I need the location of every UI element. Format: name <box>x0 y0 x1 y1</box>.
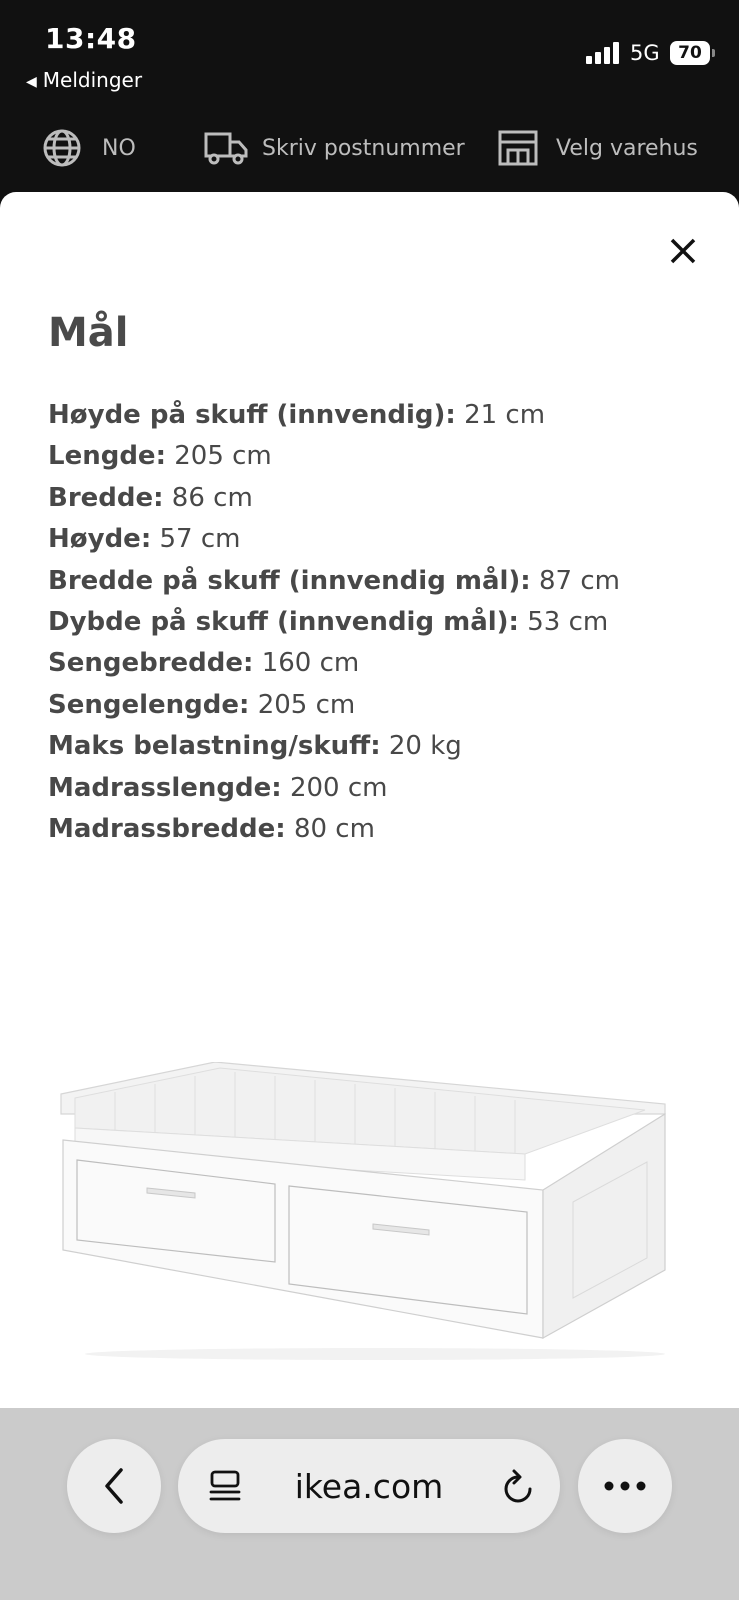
store-label: Velg varehus <box>556 135 698 161</box>
store-icon <box>498 130 538 166</box>
country-selector[interactable] <box>42 128 136 168</box>
chevron-left-icon <box>99 1466 129 1506</box>
spec-row: Sengebredde: 160 cm <box>48 648 360 679</box>
more-button[interactable] <box>578 1439 672 1533</box>
close-icon <box>664 232 702 270</box>
dimensions-sheet <box>0 192 739 1408</box>
network-type: 5G <box>630 41 660 65</box>
postcode-label: Skriv postnummer <box>262 135 465 161</box>
spec-row: Bredde: 86 cm <box>48 482 253 513</box>
address-bar[interactable] <box>178 1439 560 1533</box>
browser-toolbar <box>0 1408 739 1600</box>
spec-row: Maks belastning/skuff: 20 kg <box>48 731 462 762</box>
back-to-app-link[interactable] <box>26 68 142 92</box>
spec-row: Madrassbredde: 80 cm <box>48 814 375 845</box>
store-selector[interactable] <box>498 128 698 168</box>
status-time: 13:48 <box>45 22 137 55</box>
spec-row: Høyde: 57 cm <box>48 524 241 555</box>
back-triangle-icon: ◀ <box>26 74 37 90</box>
url-text: ikea.com <box>294 1467 444 1506</box>
spec-row: Høyde på skuff (innvendig): 21 cm <box>48 400 546 430</box>
battery-level: 70 <box>670 41 710 65</box>
signal-icon <box>586 40 622 64</box>
sheet-title: Mål <box>48 310 129 356</box>
globe-icon <box>42 128 82 168</box>
country-label: NO <box>102 135 136 161</box>
spec-row: Lengde: 205 cm <box>48 441 272 472</box>
back-app-label: Meldinger <box>42 68 143 92</box>
battery-icon <box>670 41 710 65</box>
product-image <box>55 1062 685 1362</box>
postcode-selector[interactable] <box>204 128 465 168</box>
site-top-bar <box>0 110 739 190</box>
spec-row: Madrasslengde: 200 cm <box>48 772 388 803</box>
browser-back-button[interactable] <box>67 1439 161 1533</box>
spec-row: Sengelengde: 205 cm <box>48 689 356 720</box>
status-bar <box>0 0 739 110</box>
spec-row: Bredde på skuff (innvendig mål): 87 cm <box>48 565 620 596</box>
spec-row: Dybde på skuff (innvendig mål): 53 cm <box>48 607 609 638</box>
dimension-list <box>48 395 620 850</box>
close-button[interactable] <box>664 232 702 270</box>
truck-icon <box>204 130 248 166</box>
reload-icon[interactable] <box>500 1467 536 1505</box>
more-icon <box>603 1480 647 1492</box>
